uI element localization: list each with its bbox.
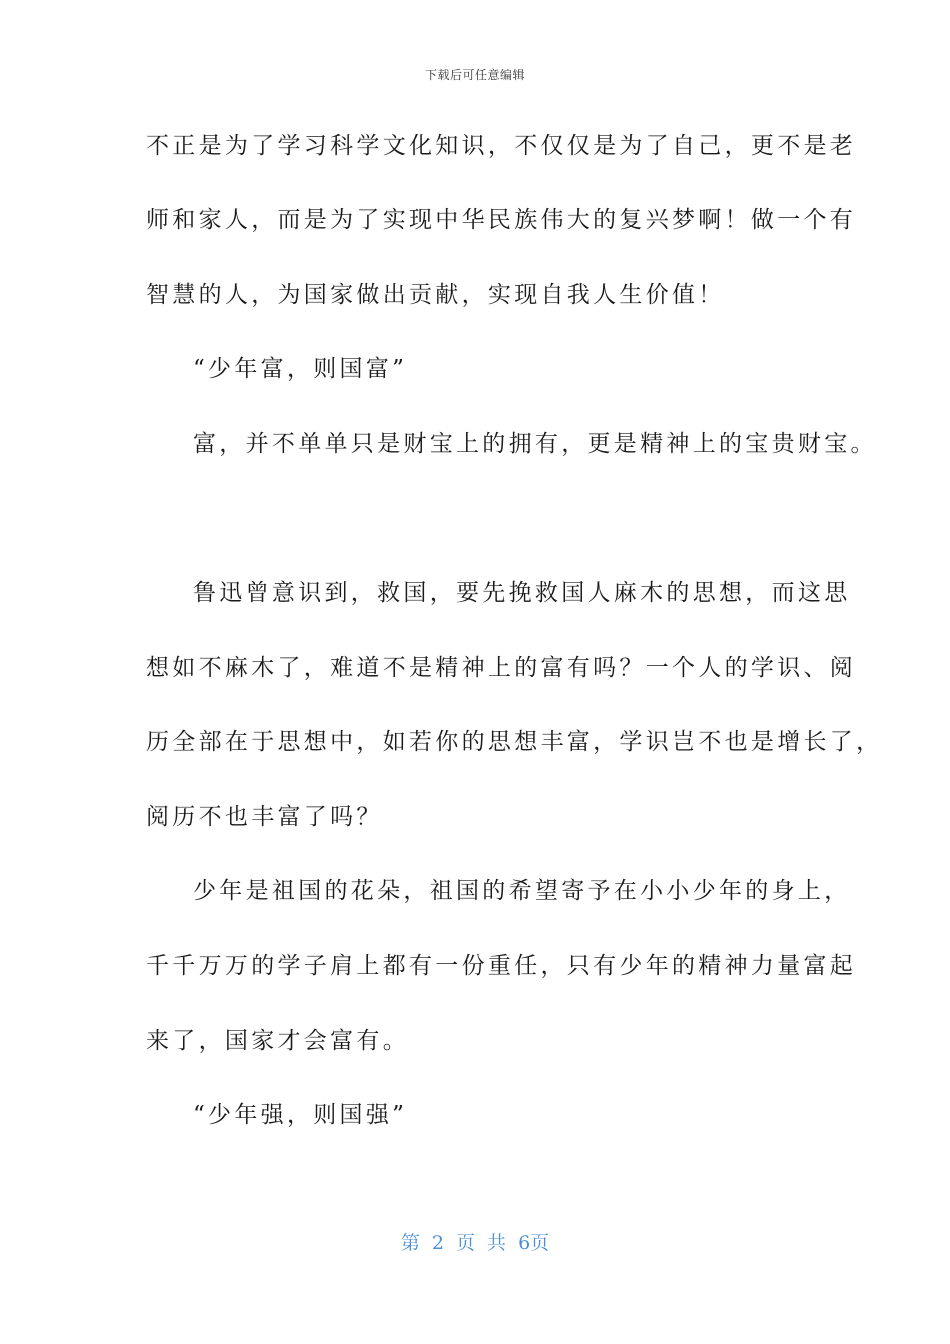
body-line-9: 阅历不也丰富了吗？ [146,804,383,830]
body-line-2: 师和家人，而是为了实现中华民族伟大的复兴梦啊！做一个有 [146,207,857,233]
page-header: 下载后可任意编辑 [424,68,525,82]
body-line-10: 少年是祖国的花朵，祖国的希望寄予在小小少年的身上， [193,878,851,904]
body-line-3: 智慧的人，为国家做出贡献，实现自我人生价值！ [146,282,725,308]
body-line-5: 富，并不单单只是财宝上的拥有，更是精神上的宝贵财宝。 [193,431,877,457]
body-line-1: 不正是为了学习科学文化知识，不仅仅是为了自己，更不是老 [146,133,857,159]
section-heading-strong: “少年强，则国强” [193,1102,408,1128]
body-line-8: 历全部在于思想中，如若你的思想丰富，学识岂不也是增长了， [146,729,883,755]
body-line-12: 来了，国家才会富有。 [146,1028,409,1054]
section-heading-rich: “少年富，则国富” [193,356,408,382]
body-line-11: 千千万万的学子肩上都有一份重任，只有少年的精神力量富起 [146,953,857,979]
body-line-6: 鲁迅曾意识到，救国，要先挽救国人麻木的思想，而这思 [193,580,851,606]
page-number-footer: 第 2 页 共 6页 [400,1232,550,1254]
body-line-7: 想如不麻木了，难道不是精神上的富有吗？一个人的学识、阅 [146,655,857,681]
